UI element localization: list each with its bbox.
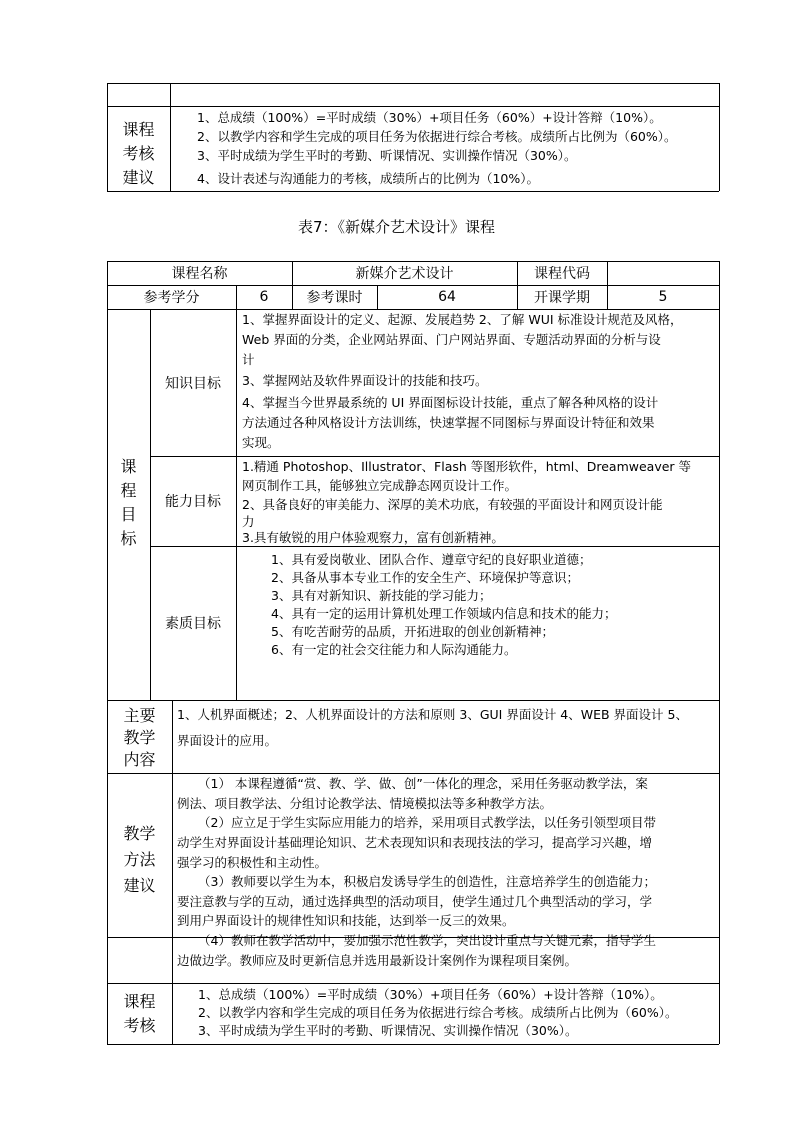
- objectives-label-char: 课: [120, 457, 137, 476]
- top-assessment-line: 3、平时成绩为学生平时的考勤、听课情况、实训操作情况（30%）。: [197, 148, 577, 163]
- quality-line: 3、具有对新知识、新技能的学习能力；: [271, 588, 492, 603]
- main-content-line: 1、人机界面概述；2、人机界面设计的方法和原则 3、GUI 界面设计 4、WEB 界面设计 5、: [177, 707, 688, 722]
- knowledge-line: 4、掌握当今世界最系统的 UI 界面图标设计技能，重点了解各种风格的设计: [242, 395, 659, 410]
- objectives-label-char: 目: [120, 505, 137, 524]
- objectives-label: [107, 455, 150, 551]
- quality-line: 4、具有一定的运用计算机处理工作领域内信息和技术的能力；: [271, 606, 617, 621]
- course-code-value: [607, 261, 719, 285]
- assessment-label-line: 课程: [123, 992, 156, 1011]
- term-value: 5: [658, 289, 668, 305]
- ability-line: 2、具备良好的审美能力、深厚的美术功底，有较强的平面设计和网页设计能: [242, 497, 663, 512]
- ability-line: 3.具有敏锐的用户体验观察力，富有创新精神。: [242, 530, 504, 545]
- teaching-method-label: [107, 821, 172, 899]
- assessment-line: 2、以教学内容和学生完成的项目任务为依据进行综合考核。成绩所占比例为（60%）。: [198, 1005, 678, 1020]
- main-content-label-line: 内容: [123, 750, 156, 769]
- objectives-label-char: 标: [120, 529, 137, 548]
- teaching-method-line: （4）教师在教学活动中，要加强示范性教学，突出设计重点与关键元素，指导学生: [198, 933, 656, 948]
- main-content-line: 界面设计的应用。: [177, 733, 278, 748]
- ability-label: 能力目标: [165, 494, 221, 510]
- knowledge-line: 方法通过各种风格设计方法训练，快速掌握不同图标与界面设计特征和效果: [242, 415, 655, 430]
- course-name-value: 新媒介艺术设计: [355, 266, 454, 282]
- quality-line: 2、具备从事本专业工作的安全生产、环境保护等意识；: [271, 570, 579, 585]
- knowledge-line: 计: [242, 352, 255, 367]
- ability-line: 1.精通 Photoshop、Illustrator、Flash 等图形软件，html、Dreamweaver 等: [242, 459, 692, 474]
- table-caption: 表7：《新媒介艺术设计》课程: [297, 218, 496, 236]
- teaching-method-label-line: 建议: [123, 876, 156, 895]
- hours-label: 参考课时: [306, 290, 363, 306]
- teaching-method-line: 动学生对界面设计基础理论知识、艺术表现知识和表现技法的学习，提高学习兴趣，增: [177, 835, 653, 850]
- teaching-method-line: 例法、项目教学法、分组讨论教学法、情境模拟法等多种教学方法。: [177, 796, 553, 811]
- teaching-method-label-line: 方法: [123, 850, 156, 869]
- course-name-label: 课程名称: [171, 266, 228, 282]
- hours-value: 64: [438, 289, 456, 305]
- teaching-method-line: 要注意教与学的互动，通过选择典型的活动项目，使学生通过几个典型活动的学习，学: [177, 894, 653, 909]
- knowledge-label: 知识目标: [165, 375, 221, 392]
- top-row-label-line: 课程: [122, 120, 155, 139]
- top-row-label-line: 建议: [122, 168, 155, 187]
- assessment-line: 1、总成绩（100%）=平时成绩（30%）+项目任务（60%）+设计答辩（10%）。: [198, 987, 663, 1002]
- assessment-line: 3、平时成绩为学生平时的考勤、听课情况、实训操作情况（30%）。: [198, 1023, 578, 1038]
- teaching-method-label-line: 教学: [123, 824, 156, 843]
- knowledge-line: 1、掌握界面设计的定义、起源、发展趋势 2、了解 WUI 标准设计规范及风格，: [242, 312, 683, 327]
- teaching-method-line: 到用户界面设计的规律性知识和技能，达到举一反三的效果。: [177, 913, 515, 928]
- teaching-method-line: 边做边学。教师应及时更新信息并选用最新设计案例作为课程项目案例。: [177, 953, 578, 968]
- course-code-label: 课程代码: [534, 266, 590, 282]
- credit-label: 参考学分: [143, 290, 200, 306]
- top-assessment-line: 4、设计表述与沟通能力的考核，成绩所占的比例为（10%）。: [197, 171, 539, 186]
- quality-label: 素质目标: [165, 616, 221, 632]
- teaching-method-line: （2）应立足于学生实际应用能力的培养，采用项目式教学法，以任务引领型项目带: [198, 815, 656, 830]
- ability-line: 网页制作工具，能够独立完成静态网页设计工作。: [242, 478, 518, 493]
- teaching-method-line: 强学习的积极性和主动性。: [177, 855, 328, 870]
- assessment-label-line: 考核: [123, 1016, 156, 1035]
- top-row-label: [107, 118, 170, 190]
- teaching-method-line: （3）教师要以学生为本，积极启发诱导学生的创造性，注意培养学生的创造能力；: [198, 874, 656, 889]
- top-row-label-line: 考核: [122, 144, 155, 163]
- quality-line: 6、有一定的社会交往能力和人际沟通能力。: [271, 642, 517, 657]
- credit-value: 6: [259, 289, 269, 305]
- term-label: 开课学期: [534, 290, 590, 306]
- assessment-label: [107, 990, 172, 1038]
- knowledge-line: Web 界面的分类，企业网站界面、门户网站界面、专题活动界面的分析与设: [242, 332, 661, 347]
- knowledge-line: 3、掌握网站及软件界面设计的技能和技巧。: [242, 373, 488, 388]
- ability-line: 力: [242, 514, 255, 529]
- main-content-label-line: 主要: [123, 706, 156, 725]
- main-content-label-line: 教学: [123, 728, 156, 747]
- objectives-label-char: 程: [120, 481, 137, 500]
- top-assessment-line: 2、以教学内容和学生完成的项目任务为依据进行综合考核。成绩所占比例为（60%）。: [197, 129, 677, 144]
- quality-line: 1、具有爱岗敬业、团队合作、遵章守纪的良好职业道德；: [271, 552, 592, 567]
- teaching-method-line: （1） 本课程遵循“赏、教、学、做、创”一体化的理念，采用任务驱动教学法，案: [198, 776, 648, 791]
- knowledge-line: 实现。: [242, 435, 280, 450]
- quality-line: 5、有吃苦耐劳的品质，开拓进取的创业创新精神；: [271, 624, 554, 639]
- top-assessment-line: 1、总成绩（100%）=平时成绩（30%）+项目任务（60%）+设计答辩（10%）。: [197, 110, 662, 125]
- main-content-label: [107, 705, 172, 771]
